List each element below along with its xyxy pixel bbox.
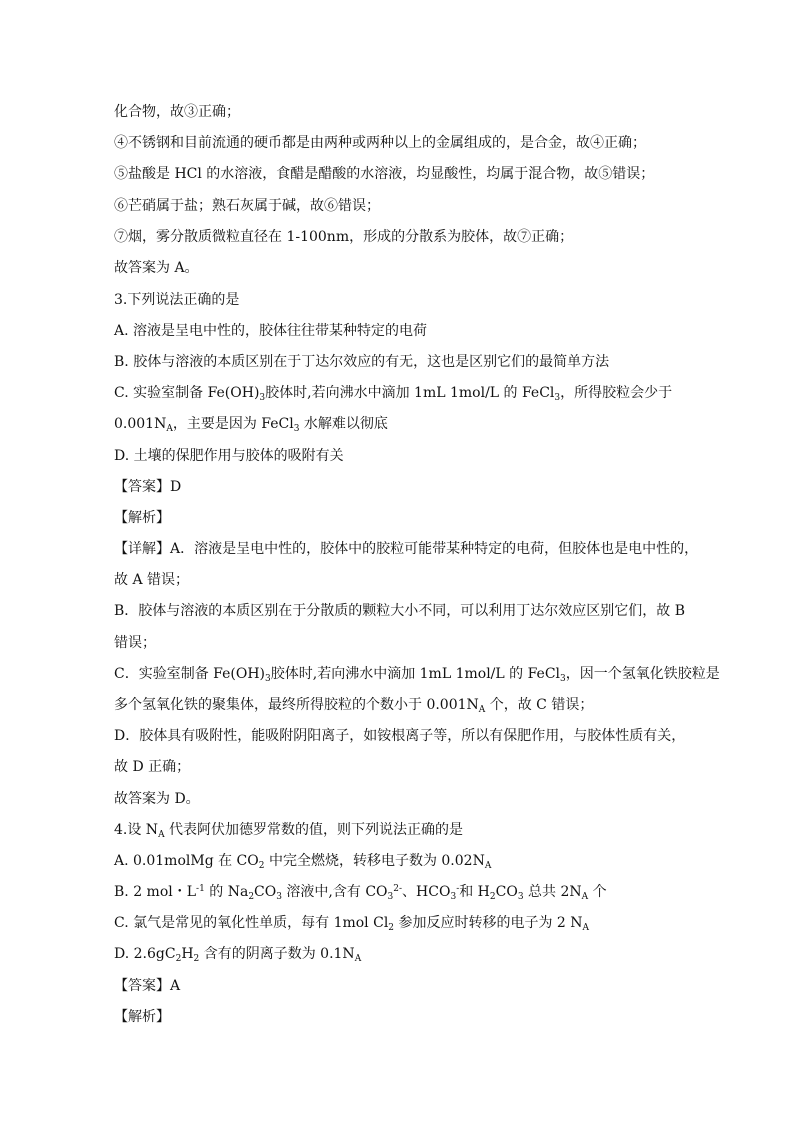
subscript: 2 (175, 954, 182, 964)
text-run: 多个氢氧化铁的聚集体，最终所得胶粒的个数小于 0.001N (114, 697, 479, 713)
subscript: A (158, 830, 165, 840)
text-run: D．胶体具有吸附性，能吸附阴阳离子，如铵根离子等，所以有保肥作用，与胶体性质有关， (114, 728, 686, 744)
text-line (114, 322, 427, 340)
text-run: 【详解】A．溶液是呈电中性的，胶体中的胶粒可能带某种特定的电荷，但胶体也是电中性的， (114, 541, 699, 557)
text-run: B. 胶体与溶液的本质区别在于丁达尔效应的有无，这也是区别它们的最简单方法 (114, 354, 610, 370)
subscript: 3 (276, 892, 282, 902)
text-line (114, 696, 593, 714)
text-run: 【答案】D (114, 479, 182, 495)
text-line (114, 821, 463, 839)
text-line (114, 228, 573, 246)
text-run: D. 2.6gC (114, 946, 176, 962)
text-run: D. 土壤的保肥作用与胶体的吸附有关 (114, 448, 344, 464)
subscript: A (166, 424, 173, 434)
text-line (114, 602, 685, 620)
text-line (114, 1008, 170, 1026)
text-line (114, 447, 344, 465)
text-line (114, 353, 609, 371)
text-run: C．实验室制备 Fe(OH) (114, 666, 266, 682)
text-run: H (181, 946, 194, 962)
text-run: 、HCO (402, 884, 451, 900)
text-line (114, 165, 654, 183)
text-run: C. 实验室制备 Fe(OH) (114, 385, 260, 401)
text-run: ，因一个氢氧化铁胶粒是 (565, 666, 720, 682)
subscript: 3 (560, 674, 566, 684)
subscript: A (581, 892, 589, 902)
text-line (114, 415, 388, 433)
text-run: B．胶体与溶液的本质区别在于分散质的颗粒大小不同，可以利用丁达尔效应区别它们，故 B (114, 603, 686, 619)
text-run: 和 H (459, 884, 490, 900)
text-line (114, 665, 720, 683)
text-run: ，所得胶粒会少于 (560, 385, 673, 401)
text-line (114, 509, 170, 527)
text-run: 故 D 正确； (114, 759, 191, 775)
text-run: 【解析】 (114, 1009, 170, 1025)
subscript: 2 (258, 861, 265, 871)
text-run: ④不锈钢和目前流通的硬币都是由两种或两种以上的金属组成的，是合金，故④正确； (114, 135, 646, 151)
text-run: 故答案为 D。 (114, 791, 200, 807)
subscript: 3 (293, 424, 300, 434)
text-run: 个，故 C 错误； (485, 697, 594, 713)
text-line (114, 758, 190, 776)
text-run: ⑥芒硝属于盐；熟石灰属于碱，故⑥错误； (114, 198, 380, 214)
superscript: -1 (196, 884, 205, 894)
text-line (114, 259, 199, 277)
text-run: ，主要是因为 FeCl (172, 416, 294, 432)
text-run: 参加反应时转移的电子为 2 N (394, 915, 583, 931)
text-run: 错误； (114, 635, 156, 651)
subscript: A (478, 705, 486, 715)
subscript: 2 (489, 892, 496, 902)
subscript: A (484, 861, 492, 871)
text-run: 个 (588, 884, 607, 900)
text-line (114, 634, 156, 652)
text-line (114, 727, 685, 745)
subscript: 3 (265, 674, 271, 684)
text-run: 溶液中,含有 CO (281, 884, 388, 900)
text-line (114, 134, 646, 152)
subscript: 3 (387, 892, 394, 902)
text-run: 代表阿伏加德罗常数的值，则下列说法正确的是 (164, 822, 464, 838)
subscript: 3 (259, 393, 266, 403)
text-run: 含有的阴离子数为 0.1N (199, 946, 355, 962)
text-line (114, 571, 189, 589)
text-run: 故答案为 A。 (114, 260, 199, 276)
text-run: 3.下列说法正确的是 (114, 292, 240, 308)
text-run: 【答案】A (114, 978, 181, 994)
text-run: ⑤盐酸是 HCl 的水溶液，食醋是醋酸的水溶液，均显酸性，均属于混合物，故⑤错误； (114, 166, 655, 182)
subscript: A (354, 954, 362, 964)
subscript: 3 (450, 892, 457, 902)
text-run: C. 氯气是常见的氧化性单质，每有 1mol Cl (114, 915, 389, 931)
text-line (114, 197, 380, 215)
subscript: 2 (193, 954, 200, 964)
subscript: A (582, 923, 590, 933)
text-line (114, 384, 672, 402)
text-run: 总共 2N (523, 884, 582, 900)
text-run: 化合物，故③正确； (114, 104, 240, 120)
text-run: 0.001N (114, 416, 167, 432)
text-run: A. 溶液是呈电中性的，胶体往往带某种特定的电荷 (114, 323, 428, 339)
text-run: 水解难以彻底 (299, 416, 388, 432)
text-run: CO (495, 884, 518, 900)
text-run: CO (254, 884, 277, 900)
text-run: A. 0.01molMg 在 CO (114, 853, 259, 869)
text-line (114, 914, 589, 932)
text-line (114, 540, 698, 558)
subscript: 2 (248, 892, 255, 902)
subscript: 3 (554, 393, 561, 403)
text-line (114, 852, 491, 870)
superscript: 2- (393, 884, 403, 894)
text-line (114, 103, 240, 121)
text-run: 的 Na (204, 884, 249, 900)
subscript: 3 (517, 892, 524, 902)
text-run: 胶体时,若向沸水中滴加 1mL 1mol/L 的 FeCl (270, 666, 561, 682)
subscript: 2 (388, 923, 395, 933)
text-line (114, 945, 361, 963)
superscript: - (456, 884, 460, 894)
text-line (114, 478, 181, 496)
text-run: 4.设 N (114, 822, 159, 838)
text-run: 中完全燃烧，转移电子数为 0.02N (264, 853, 485, 869)
text-line (114, 790, 200, 808)
text-line (114, 883, 607, 901)
text-run: ⑦烟，雾分散质微粒直径在 1-100nm，形成的分散系为胶体，故⑦正确； (114, 229, 574, 245)
text-run: 【解析】 (114, 510, 170, 526)
text-run: 故 A 错误； (114, 572, 190, 588)
text-line (114, 977, 180, 995)
text-run: B. 2 mol・L (114, 884, 197, 900)
text-line (114, 291, 239, 309)
text-run: 胶体时,若向沸水中滴加 1mL 1mol/L 的 FeCl (265, 385, 555, 401)
